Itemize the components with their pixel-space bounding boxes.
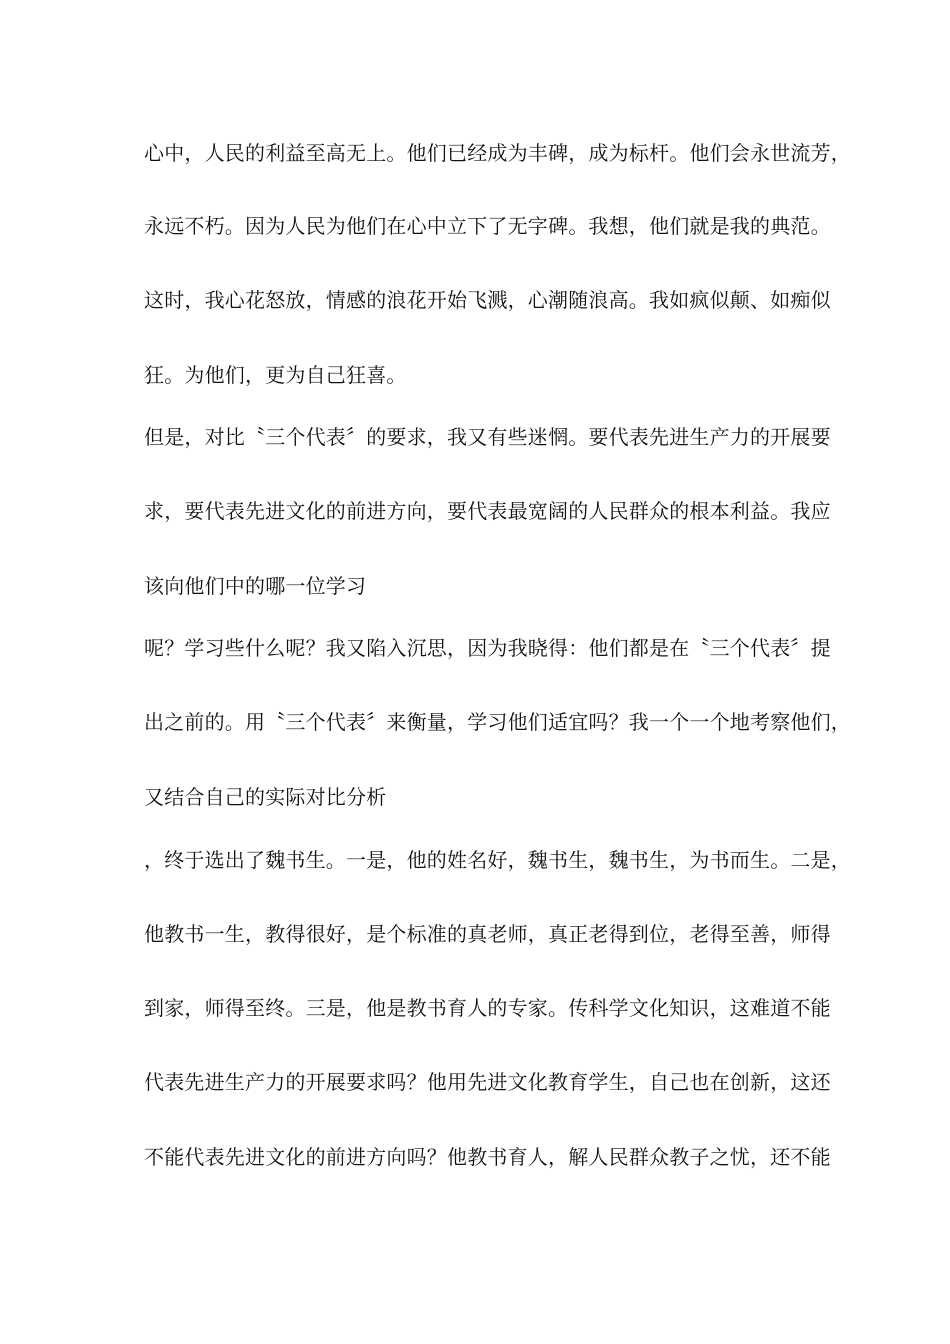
text-line: 到家，师得至终。三是，他是教书育人的专家。传科学文化知识，这难道不能 — [144, 996, 831, 1020]
text-line: 狂。为他们，更为自己狂喜。 — [144, 363, 407, 387]
text-line: 出之前的。用〝三个代表〞来衡量，学习他们适宜吗？我一个一个地考察他们， — [144, 710, 851, 734]
text-line: 心中，人民的利益至高无上。他们已经成为丰碑，成为标杆。他们会永世流芳， — [144, 141, 851, 165]
text-line: 但是，对比〝三个代表〞的要求，我又有些迷惘。要代表先进生产力的开展要 — [144, 425, 831, 449]
text-line: 永远不朽。因为人民为他们在心中立下了无字碑。我想，他们就是我的典范。 — [144, 214, 831, 238]
text-line: 呢？学习些什么呢？我又陷入沉思，因为我晓得：他们都是在〝三个代表〞提 — [144, 636, 831, 660]
text-line: 该向他们中的哪一位学习 — [144, 574, 367, 598]
text-line: 这时，我心花怒放，情感的浪花开始飞溅，心潮随浪高。我如疯似颠、如痴似 — [144, 288, 831, 312]
text-line: ，终于选出了魏书生。一是，他的姓名好，魏书生，魏书生，为书而生。二是， — [144, 848, 851, 872]
text-line: 又结合自己的实际对比分析 — [144, 785, 387, 809]
text-line: 代表先进生产力的开展要求吗？他用先进文化教育学生，自己也在创新，这还 — [144, 1070, 831, 1094]
text-line: 求，要代表先进文化的前进方向，要代表最宽阔的人民群众的根本利益。我应 — [144, 499, 831, 523]
text-line: 他教书一生，教得很好，是个标准的真老师，真正老得到位，老得至善，师得 — [144, 922, 831, 946]
text-line: 不能代表先进文化的前进方向吗？他教书育人，解人民群众教子之忧，还不能 — [144, 1145, 831, 1169]
